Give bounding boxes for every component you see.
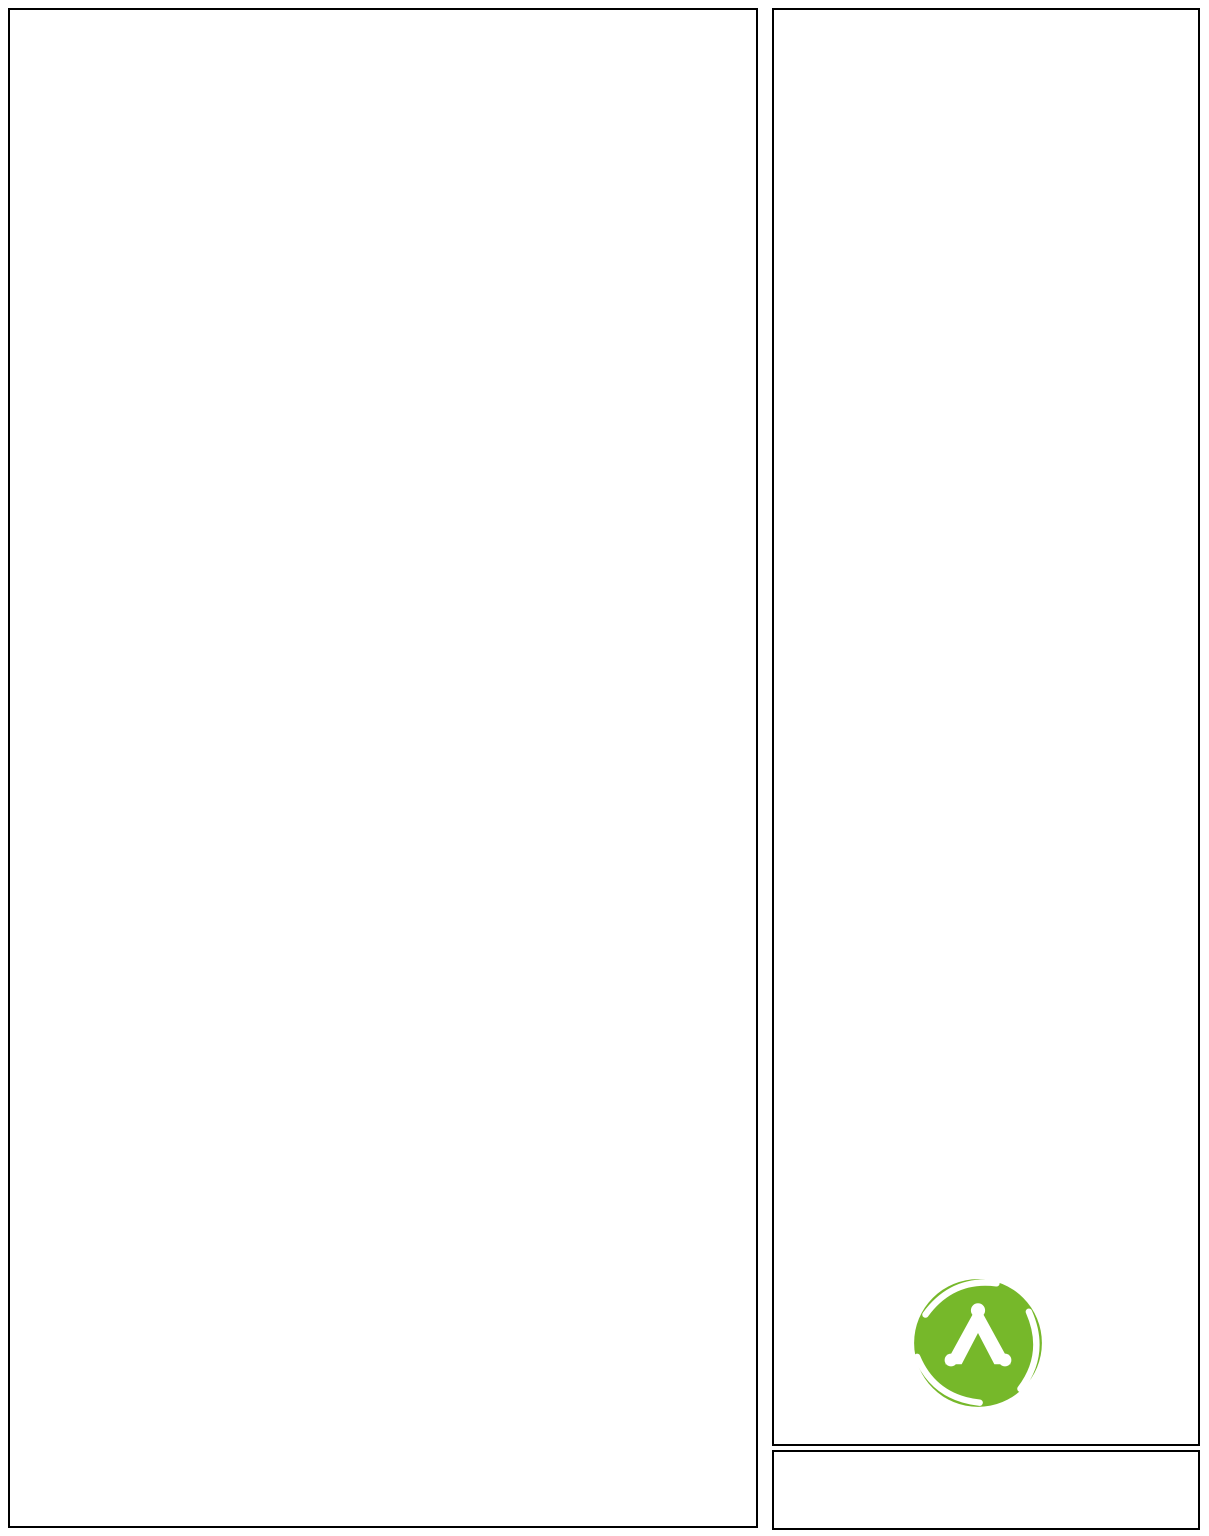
legend-section-alteration <box>848 770 1182 790</box>
legend-section-radioactivity <box>848 1110 1182 1124</box>
legend-section-mineralization <box>848 634 1182 651</box>
left-panel-border <box>9 9 757 1527</box>
title-block <box>772 1450 1200 1530</box>
legend-section-lithology <box>848 258 1182 271</box>
company-logo <box>774 1272 1198 1414</box>
atha-logo-icon <box>907 1272 1049 1414</box>
legend-panel <box>772 8 1200 1446</box>
legend-section-structure <box>848 496 1182 509</box>
